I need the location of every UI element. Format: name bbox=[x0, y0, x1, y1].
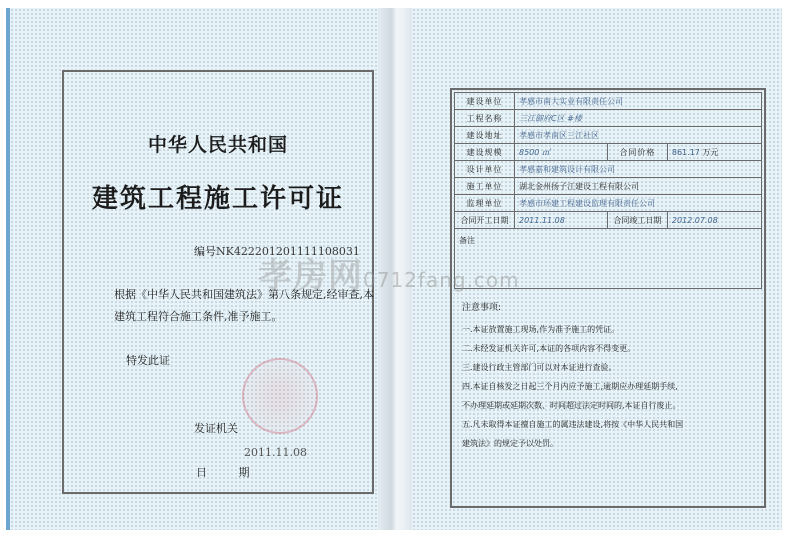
list-item: 不办理延期或延期次数、时间超过法定时间的,本证自行废止。 bbox=[462, 401, 681, 410]
date-label: 日 期 bbox=[196, 466, 264, 479]
list-item: 一.本证放置施工现场,作为准予施工的凭证。 bbox=[462, 325, 620, 334]
label-cell: 施工单位 bbox=[455, 178, 515, 195]
label-cell: 建设地址 bbox=[455, 127, 515, 144]
value-cell: 2011.11.08 bbox=[515, 212, 608, 229]
value-cell: 湖北金州扬子江建设工程有限公司 bbox=[515, 178, 762, 195]
notes-list bbox=[462, 320, 762, 453]
list-item: 三.建设行政主管部门可以对本证进行查验。 bbox=[462, 363, 617, 372]
approval-text: 根据《中华人民共和国建筑法》第八条规定,经审查,本建筑工程符合施工条件,准予施工。 bbox=[114, 288, 374, 323]
watermark-site: 0712fang.com bbox=[363, 268, 520, 292]
value-cell: 8500 ㎡ bbox=[515, 144, 608, 161]
table-row bbox=[455, 212, 762, 229]
watermark-brand: 孝房网 bbox=[258, 256, 363, 296]
table-row bbox=[455, 161, 762, 178]
label-cell: 工程名称 bbox=[455, 110, 515, 127]
value-cell: 2012.07.08 bbox=[667, 212, 761, 229]
label-cell: 合同价格 bbox=[607, 144, 667, 161]
label-cell: 监理单位 bbox=[455, 195, 515, 212]
remarks-label: 备注 bbox=[459, 236, 475, 245]
notes-title: 注意事项: bbox=[462, 303, 502, 313]
price-unit: 万元 bbox=[702, 147, 719, 157]
site-watermark bbox=[258, 248, 520, 297]
issue-date: 2011.11.08 bbox=[244, 446, 307, 459]
list-item: 二.未经发证机关许可,本证的各项内容不得变更。 bbox=[462, 344, 636, 353]
certificate-title: 建筑工程施工许可证 bbox=[91, 184, 344, 214]
label-cell: 设计单位 bbox=[455, 161, 515, 178]
value-cell: 孝感市环建工程建设监理有限责任公司 bbox=[515, 195, 762, 212]
value-cell bbox=[667, 144, 761, 161]
table-row bbox=[455, 195, 762, 212]
table-row bbox=[455, 93, 762, 110]
value-cell: 孝感市孝南区三江社区 bbox=[515, 127, 762, 144]
serial-label: 编号 bbox=[194, 245, 216, 258]
value-cell: 三江御府C区 #楼 bbox=[515, 110, 762, 127]
label-cell: 建设单位 bbox=[455, 93, 515, 110]
issuing-authority-label: 发证机关 bbox=[194, 422, 238, 435]
table-row bbox=[455, 110, 762, 127]
table-row bbox=[455, 144, 762, 161]
list-item: 建筑法》的规定予以处罚。 bbox=[462, 439, 558, 448]
list-item: 五.凡未取得本证擅自施工的属违法建设,将按《中华人民共和国 bbox=[462, 420, 684, 429]
value-cell: 孝感市南大实业有限责任公司 bbox=[515, 93, 762, 110]
label-cell: 合同竣工日期 bbox=[607, 212, 667, 229]
list-item: 四.本证自核发之日起三个月内应予施工,逾期应办理延期手续, bbox=[462, 382, 678, 391]
right-page-frame bbox=[450, 88, 766, 508]
official-seal bbox=[242, 358, 318, 434]
country-name: 中华人民共和国 bbox=[147, 134, 288, 156]
label-cell: 合同开工日期 bbox=[455, 212, 515, 229]
value-cell: 孝感嘉和建筑设计有限公司 bbox=[515, 161, 762, 178]
special-note: 特发此证 bbox=[126, 354, 170, 367]
table-row bbox=[455, 178, 762, 195]
contract-price: 861.17 bbox=[671, 147, 700, 157]
label-cell: 建设规模 bbox=[455, 144, 515, 161]
serial-value: NK422201201111108031 bbox=[216, 245, 360, 258]
table-row bbox=[455, 127, 762, 144]
